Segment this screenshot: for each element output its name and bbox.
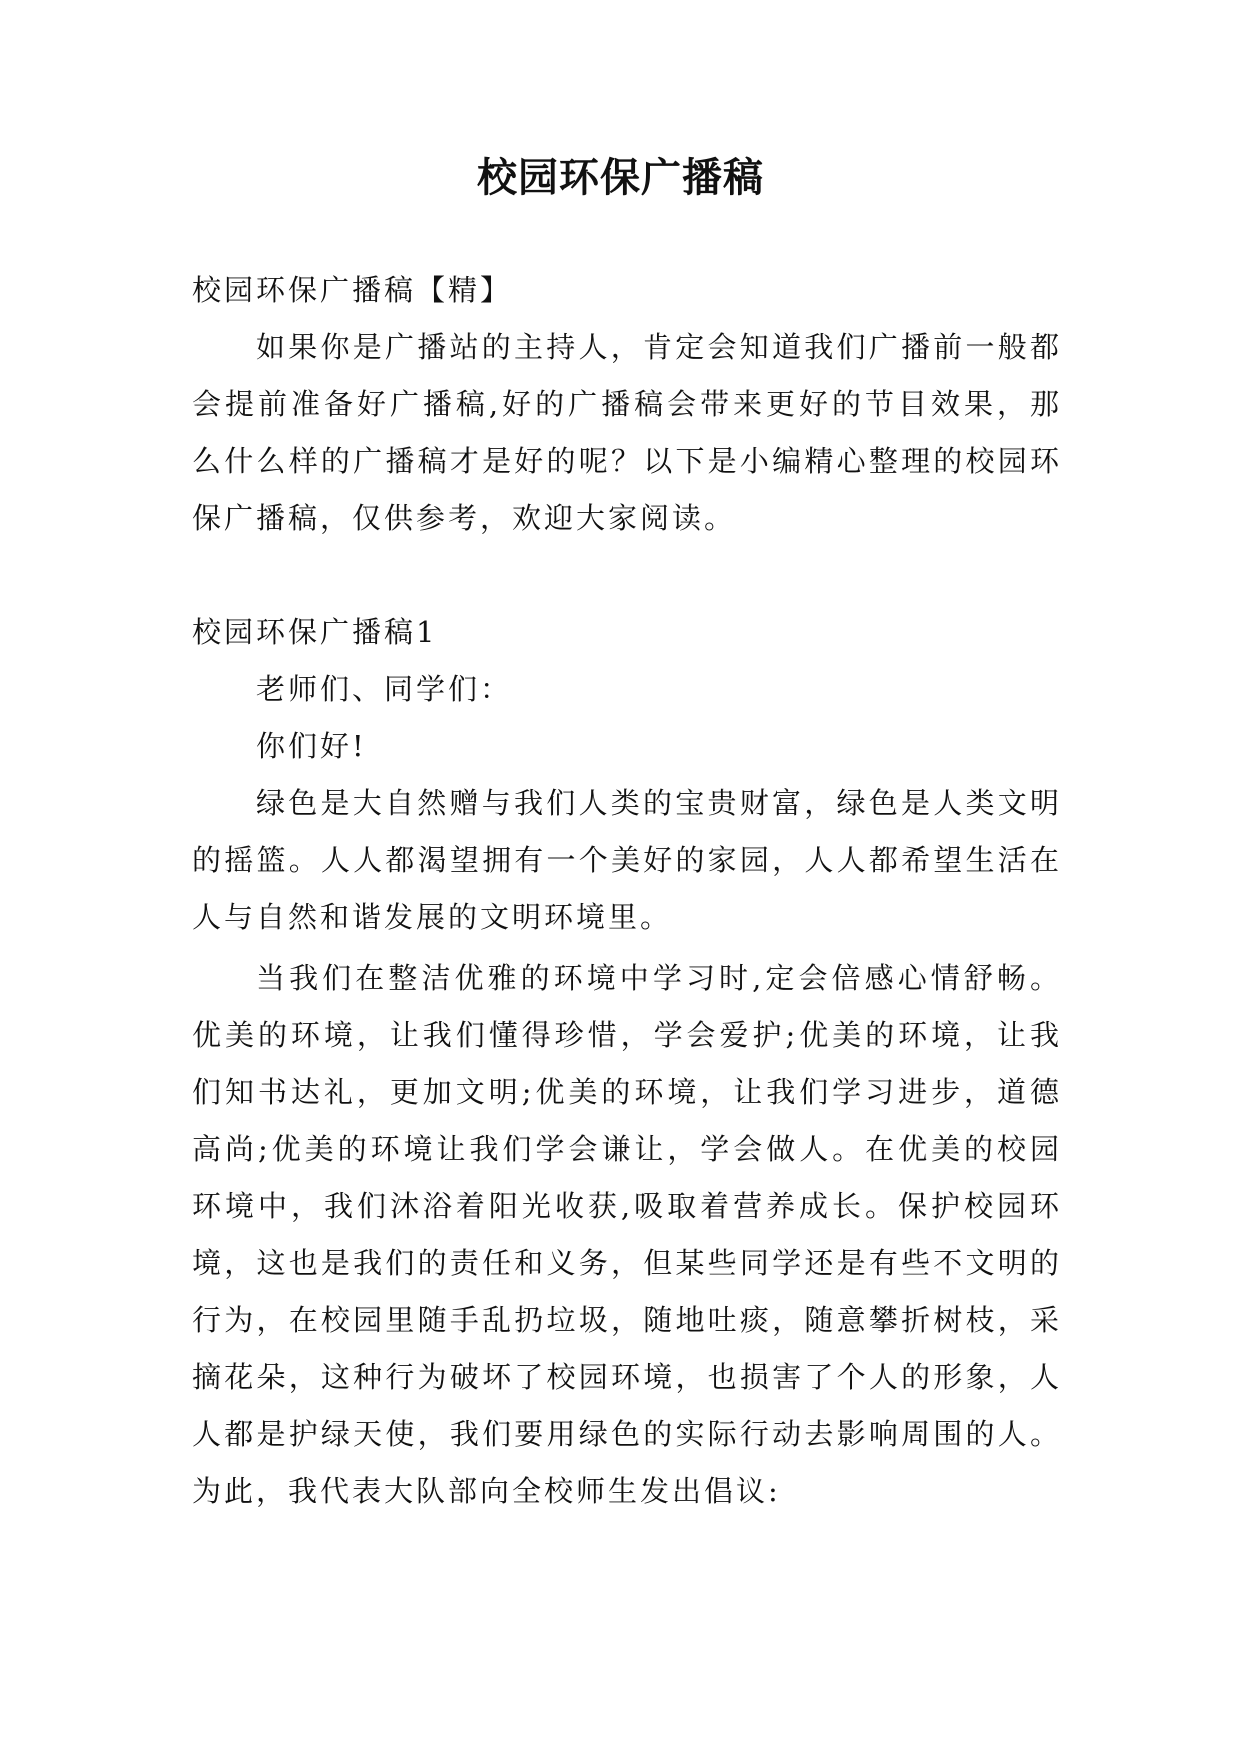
blank-line — [192, 547, 1062, 604]
hello-line: 你们好! — [256, 729, 367, 763]
document-body — [192, 262, 1062, 1520]
section-heading: 校园环保广播稿1 — [192, 615, 438, 649]
greeting-line: 老师们、同学们： — [256, 672, 513, 706]
intro-paragraph: 如果你是广播站的主持人，肯定会知道我们广播前一般都会提前准备好广播稿,好的广播稿会带来更好的节目效果，那么什么样的广播稿才是好的呢？以下是小编精心整理的校园环保广播稿，仅供参考，欢迎大家阅读。 — [192, 330, 1062, 535]
document-subtitle: 校园环保广播稿【精】 — [192, 273, 513, 307]
body-paragraph-2: 当我们在整洁优雅的环境中学习时,定会倍感心情舒畅。优美的环境，让我们懂得珍惜，学会爱护;优美的环境，让我们知书达礼，更加文明;优美的环境，让我们学习进步，道德高尚;优美的环境让我们学会谦让，学会做人。在优美的校园环境中，我们沐浴着阳光收获,吸取着营养成长。保护校园环境，这也是我们的责任和义务，但某些同学还是有些不文明的行为，在校园里随手乱扔垃圾，随地吐痰，随意攀折树枝，采摘花朵，这种行为破坏了校园环境，也损害了个人的形象，人人都是护绿天使，我们要用绿色的实际行动去影响周围的人。为此，我代表大队部向全校师生发出倡议: — [192, 961, 1062, 1508]
document-title: 校园环保广播稿 — [477, 155, 764, 201]
body-paragraph-1: 绿色是大自然赠与我们人类的宝贵财富，绿色是人类文明的摇篮。人人都渴望拥有一个美好的家园，人人都希望生活在人与自然和谐发展的文明环境里。 — [192, 786, 1062, 934]
